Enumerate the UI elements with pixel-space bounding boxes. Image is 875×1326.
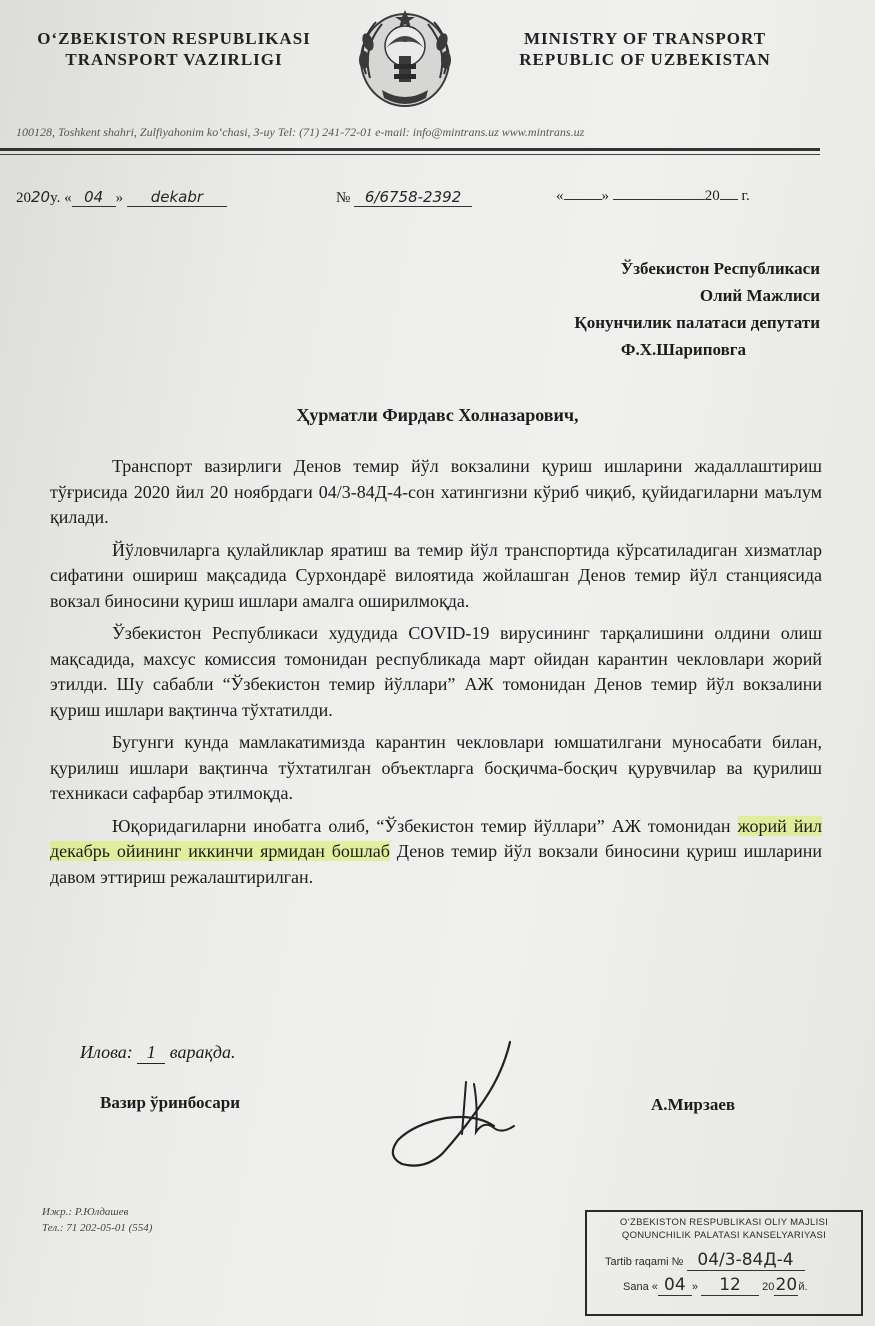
ministry-address: 100128, Toshkent shahri, Zulfiyahonim ko‘chasi, 3-uy Tel: (71) 241-72-01 e-mail: info@mintrans.uz www.mintrans.uz	[16, 125, 585, 139]
annex-note: Илова: 1 варақда.	[80, 1042, 236, 1062]
header-divider	[0, 148, 820, 151]
handwritten-year: 20	[31, 188, 51, 206]
registration-stamp: O‘ZBEKISTON RESPUBLIKASI OLIY MAJLISI QONUNCHILIK PALATASI KANSELYARIYASI Tartib raqami № 04/3-84Д-4 Sana « 04 » 12 2020й.	[585, 1210, 863, 1316]
header-divider-thin	[0, 154, 820, 155]
handwritten-number: 6/6758-2392	[354, 188, 472, 207]
highlighted-text: жорий йил декабрь ойининг иккинчи ярмидан бошлаб	[50, 815, 822, 861]
stamp-registration-number: Tartib raqami № 04/3-84Д-4	[593, 1250, 855, 1271]
handwritten-day: 04	[72, 188, 116, 207]
reply-date: « » 20 г.	[556, 188, 750, 204]
state-emblem-icon	[346, 4, 464, 112]
stamp-date: Sana « 04 » 12 2020й.	[623, 1275, 808, 1295]
paragraph: Юқоридагиларни инобатга олиб, “Ўзбекистон темир йўллари” АЖ томонидан жорий йил декабрь ойининг иккинчи ярмидан бошлаб Денов темир йўл вокзали биносини қуриш ишларини давом эттириш режалаштирилган.	[50, 815, 822, 887]
salutation: Ҳурматли Фирдавс Холназарович,	[296, 405, 579, 425]
outgoing-number: № 6/6758-2392	[336, 188, 472, 207]
signatory-name: А.Мирзаев	[651, 1095, 736, 1114]
signature-icon	[384, 1036, 524, 1171]
executor-info: Ижр.: Р.Юлдашев Тел.: 71 202-05-01 (554)	[42, 1206, 153, 1234]
signatory-title: Вазир ўринбосари	[100, 1093, 240, 1112]
paragraph: Транспорт вазирлиги Денов темир йўл вокзалини қуриш ишларини жадаллаштириш тўғрисида 2020 йил 20 ноябрдаги 04/3-84Д-4-сон хатингизни кўриб чиқиб, қуйидагиларни маълум қилади.	[50, 456, 822, 527]
handwritten-month: dekabr	[127, 188, 227, 207]
letter-body	[50, 454, 822, 897]
paragraph: Бугунги кунда мамлакатимизда карантин чекловлари юмшатилгани муносабати билан, қурилиш ишлари вақтинча тўхтатилган объектларга босқичма-босқич қурувчилар ва қурилиш техникаси сафарбар этилмоқда.	[50, 732, 822, 803]
paragraph: Ўзбекистон Республикаси худудида COVID-19 вирусининг тарқалишини олдини олиш мақсадида, махсус комиссия томонидан республикада март ойидан карантин чекловлари жорий этилди. Шу сабабли “Ўзбекистон темир йўллари” АЖ томонидан Денов темир йўл вокзалини қуриш ишлари вақтинча тўхтатилди.	[50, 623, 822, 720]
outgoing-date: 2020y. « 04 » dekabr	[16, 188, 227, 207]
ministry-name-english: MINISTRY OF TRANSPORT REPUBLIC OF UZBEKISTAN	[519, 29, 771, 69]
ministry-name-latin: O‘ZBEKISTON RESPUBLIKASI TRANSPORT VAZIRLIGI	[37, 29, 311, 69]
recipient-block: Ўзбекистон Республикаси Олий Мажлиси Қонунчилик палатаси депутати Ф.Х.Шариповга	[574, 259, 820, 359]
paragraph: Йўловчиларга қулайликлар яратиш ва темир йўл транспортида кўрсатиладиган хизматлар сифатини ошириш мақсадида Сурхондарё вилоятида жойлашган Денов темир йўл станциясида вокзал биносини қуриш ишлари амалга оширилмоқда.	[50, 539, 822, 611]
